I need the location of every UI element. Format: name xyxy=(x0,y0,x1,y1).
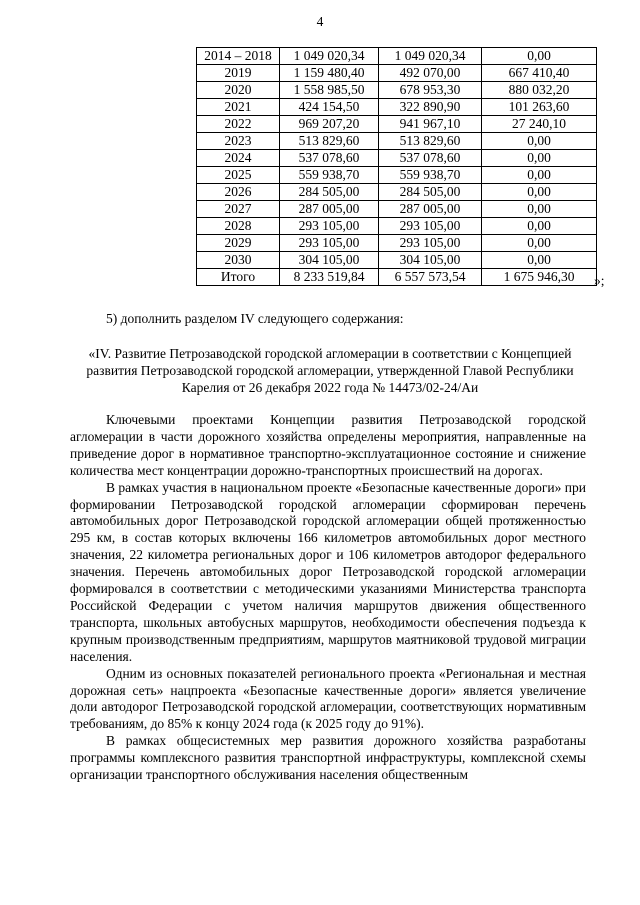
extra-cell: 0,00 xyxy=(482,201,597,218)
year-cell: 2020 xyxy=(197,82,280,99)
extra-cell: 0,00 xyxy=(482,184,597,201)
budget-cell: 284 505,00 xyxy=(379,184,482,201)
total-cell: 424 154,50 xyxy=(280,99,379,116)
table-row xyxy=(197,133,597,150)
extra-cell: 667 410,40 xyxy=(482,65,597,82)
total-cell: 284 505,00 xyxy=(280,184,379,201)
extra-cell: 27 240,10 xyxy=(482,116,597,133)
budget-cell: 513 829,60 xyxy=(379,133,482,150)
budget-cell: 492 070,00 xyxy=(379,65,482,82)
total-cell: 513 829,60 xyxy=(280,133,379,150)
budget-cell: 293 105,00 xyxy=(379,235,482,252)
table-row xyxy=(197,201,597,218)
year-cell: 2029 xyxy=(197,235,280,252)
funding-table-body xyxy=(197,48,597,286)
table-row xyxy=(197,167,597,184)
page-number: 4 xyxy=(316,14,324,29)
table-row xyxy=(197,252,597,269)
table-row xyxy=(197,65,597,82)
paragraph: В рамках общесистемных мер развития дорожного хозяйства разработаны программы комплексного развития транспортной инфраструктуры, комплексной схемы организации транспортного обслуживания населения общественным xyxy=(70,733,586,783)
budget-cell: 6 557 573,54 xyxy=(379,269,482,286)
budget-cell: 678 953,30 xyxy=(379,82,482,99)
year-cell: 2030 xyxy=(197,252,280,269)
budget-cell: 537 078,60 xyxy=(379,150,482,167)
budget-cell: 304 105,00 xyxy=(379,252,482,269)
table-row xyxy=(197,218,597,235)
table-row xyxy=(197,48,597,65)
extra-cell: 0,00 xyxy=(482,218,597,235)
year-cell: 2014 – 2018 xyxy=(197,48,280,65)
year-cell: 2024 xyxy=(197,150,280,167)
budget-cell: 1 049 020,34 xyxy=(379,48,482,65)
total-cell: 1 159 480,40 xyxy=(280,65,379,82)
year-cell: Итого xyxy=(197,269,280,286)
extra-cell: 1 675 946,30 xyxy=(482,269,597,286)
amendment-item-5: 5) дополнить разделом IV следующего содержания: xyxy=(106,311,404,326)
extra-cell: 0,00 xyxy=(482,48,597,65)
extra-cell: 101 263,60 xyxy=(482,99,597,116)
year-cell: 2023 xyxy=(197,133,280,150)
table-row xyxy=(197,150,597,167)
extra-cell: 0,00 xyxy=(482,133,597,150)
paragraph: Одним из основных показателей регионального проекта «Региональная и местная дорожная сеть» нацпроекта «Безопасные качественные дороги» является увеличение доли автодорог Петрозаводской городской агломерации, соответствующих нормативным требованиям, до 85% к концу 2024 года (к 2025 году до 91%). xyxy=(70,665,586,732)
table-row xyxy=(197,235,597,252)
extra-cell: 0,00 xyxy=(482,235,597,252)
total-cell: 1 049 020,34 xyxy=(280,48,379,65)
budget-cell: 941 967,10 xyxy=(379,116,482,133)
paragraph: В рамках участия в национальном проекте «Безопасные качественные дороги» при формировании Петрозаводской городской агломерации сформирован перечень автомобильных дорог Петрозаводской городской агломерации общей протяженностью 295 км, в состав которых включены 166 километров автомобильных дорог местного значения, 22 километра региональных дорог и 106 километров автодорог федерального значения. Перечень автомобильных дорог Петрозаводской городской агломерации формировался в соответствии с методическими указаниями Министерства транспорта Российской Федерации с учетом наличия маршрутов движения общественного транспорта, школьных автобусных маршрутов, необходимости обеспечения подъезда к крупным производственным предприятиям, маршрутов маятниковой трудовой миграции населения. xyxy=(70,479,586,664)
funding-table xyxy=(196,47,597,286)
year-cell: 2027 xyxy=(197,201,280,218)
body-text xyxy=(70,412,586,784)
year-cell: 2021 xyxy=(197,99,280,116)
total-cell: 304 105,00 xyxy=(280,252,379,269)
table-row xyxy=(197,99,597,116)
year-cell: 2026 xyxy=(197,184,280,201)
year-cell: 2028 xyxy=(197,218,280,235)
table-row xyxy=(197,82,597,99)
total-cell: 1 558 985,50 xyxy=(280,82,379,99)
table-row xyxy=(197,116,597,133)
extra-cell: 880 032,20 xyxy=(482,82,597,99)
budget-cell: 559 938,70 xyxy=(379,167,482,184)
year-cell: 2019 xyxy=(197,65,280,82)
budget-cell: 322 890,90 xyxy=(379,99,482,116)
total-cell: 969 207,20 xyxy=(280,116,379,133)
year-cell: 2025 xyxy=(197,167,280,184)
budget-cell: 287 005,00 xyxy=(379,201,482,218)
extra-cell: 0,00 xyxy=(482,167,597,184)
total-cell: 8 233 519,84 xyxy=(280,269,379,286)
paragraph: Ключевыми проектами Концепции развития Петрозаводской городской агломерации в части дорожного хозяйства определены мероприятия, направленные на приведение дорог в нормативное транспортно-эксплуатационное состояние и снижение количества мест концентрации дорожно-транспортных происшествий на дорогах. xyxy=(70,412,586,478)
total-cell: 537 078,60 xyxy=(280,150,379,167)
total-cell: 559 938,70 xyxy=(280,167,379,184)
total-cell: 287 005,00 xyxy=(280,201,379,218)
section-title: «IV. Развитие Петрозаводской городской агломерации в соответствии с Концепцией развития Петрозаводской городской агломерации, утвержденной Главой Республики Карелия от 26 декабря 2022 года № 14473/02-24/Аи xyxy=(86,346,574,395)
extra-cell: 0,00 xyxy=(482,252,597,269)
year-cell: 2022 xyxy=(197,116,280,133)
table-row xyxy=(197,184,597,201)
closing-quote: »; xyxy=(594,273,605,288)
total-cell: 293 105,00 xyxy=(280,235,379,252)
table-row xyxy=(197,269,597,286)
extra-cell: 0,00 xyxy=(482,150,597,167)
budget-cell: 293 105,00 xyxy=(379,218,482,235)
total-cell: 293 105,00 xyxy=(280,218,379,235)
